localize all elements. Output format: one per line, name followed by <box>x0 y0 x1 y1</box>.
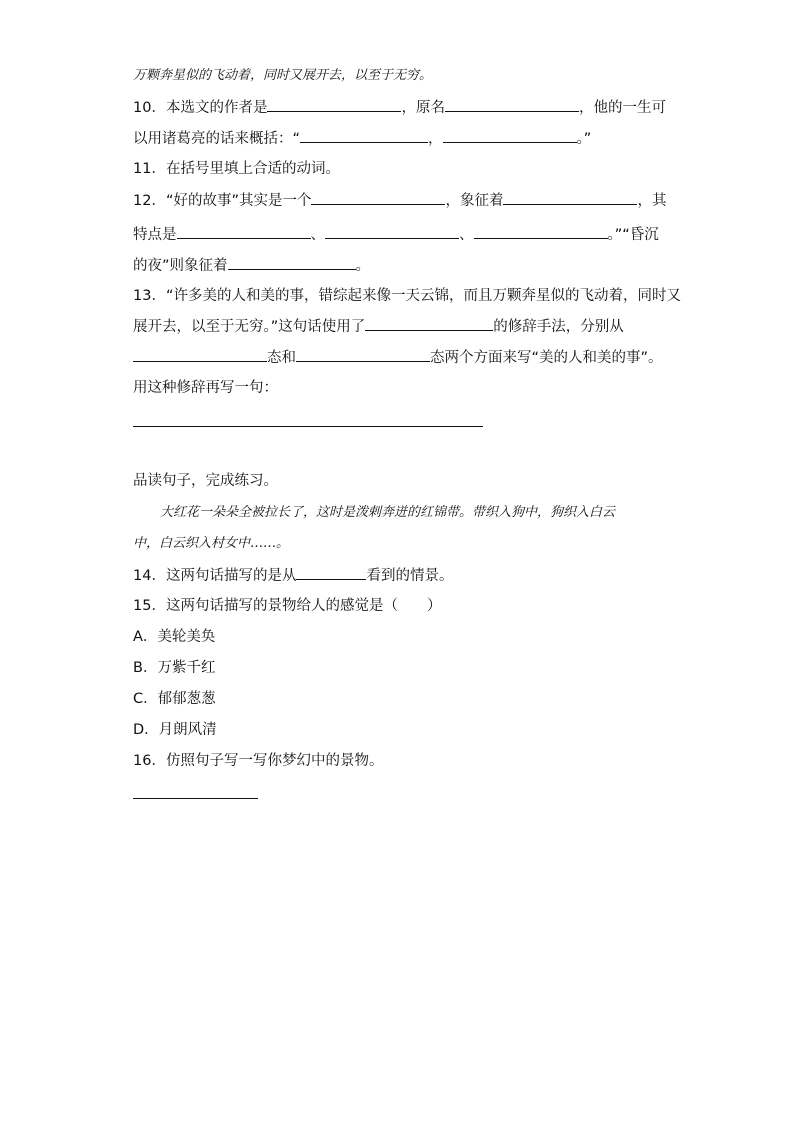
question-14 <box>133 565 453 586</box>
q14-text-a: 14．这两句话描写的是从 <box>133 568 297 584</box>
question-11: 11．在括号里填上合适的动词。 <box>133 161 340 177</box>
q14-text-b: 看到的情景。 <box>366 568 454 584</box>
q10-author-blank[interactable] <box>267 97 401 112</box>
q10-quote-blank-1[interactable] <box>300 128 428 143</box>
q16-answer-line[interactable] <box>133 798 258 799</box>
q10-text-d: 以用诸葛亮的话来概括：“ <box>133 131 301 147</box>
q13-answer-line[interactable] <box>133 426 483 427</box>
option-c[interactable]: C．郁郁葱葱 <box>133 691 216 707</box>
q13-text-d: 态两个方面来写“美的人和美的事”。 <box>430 350 663 366</box>
q12-text-a: 12．“好的故事”其实是一个 <box>133 193 312 209</box>
section-heading: 品读句子，完成练习。 <box>133 473 278 489</box>
q12-story-blank[interactable] <box>311 190 445 205</box>
q10-text-b: ，原名 <box>401 100 445 116</box>
passage-line-1: 大红花一朵朵全被拉长了，这时是泼剌奔迸的红锦带。带织入狗中，狗织入白云 <box>160 505 616 520</box>
question-13-line-2 <box>133 316 624 337</box>
q13-text-a: 展开去，以至于无穷。”这句话使用了 <box>133 319 366 335</box>
question-13-line-3 <box>133 347 663 368</box>
passage-continuation: 万颗奔星似的飞动着，同时又展开去，以至于无穷。 <box>133 68 433 83</box>
question-12-line-1 <box>133 190 666 211</box>
question-15: 15．这两句话描写的景物给人的感觉是（ ） <box>133 598 442 614</box>
q13-text-b: 的修辞手法，分别从 <box>493 319 624 335</box>
q12-symbol-blank[interactable] <box>503 190 637 205</box>
q13-aspect-blank-1[interactable] <box>133 347 267 362</box>
q12-trait-blank-1[interactable] <box>177 224 311 239</box>
q10-text-a: 10．本选文的作者是 <box>133 100 268 116</box>
question-12-line-2 <box>133 224 659 245</box>
q10-text-e: ， <box>428 131 443 147</box>
q12-text-e: 、 <box>310 227 325 243</box>
q10-quote-blank-2[interactable] <box>443 128 577 143</box>
q13-aspect-blank-2[interactable] <box>296 347 430 362</box>
q14-blank[interactable] <box>296 565 366 580</box>
q12-trait-blank-3[interactable] <box>474 224 608 239</box>
q12-text-h: 的夜”则象征着 <box>133 258 228 274</box>
q10-text-f: 。” <box>576 131 592 147</box>
q13-text-c: 态和 <box>267 350 296 366</box>
question-10-line-2 <box>133 128 591 149</box>
q12-text-g: 。”“昏沉 <box>607 227 659 243</box>
q13-rhetoric-blank[interactable] <box>365 316 493 331</box>
q12-text-i: 。 <box>355 258 371 274</box>
option-d[interactable]: D．月朗风清 <box>133 722 217 738</box>
question-13-line-1: 13．“许多美的人和美的事，错综起来像一天云锦，而且万颗奔星似的飞动着，同时又 <box>133 288 681 304</box>
q12-text-f: 、 <box>459 227 474 243</box>
option-b[interactable]: B．万紫千红 <box>133 660 216 676</box>
q10-original-name-blank[interactable] <box>445 97 579 112</box>
question-12-line-3 <box>133 255 370 276</box>
passage-line-2: 中，白云织入村女中……。 <box>133 536 290 551</box>
q10-text-c: ，他的一生可 <box>578 100 666 116</box>
q12-text-b: ，象征着 <box>445 193 504 209</box>
q12-night-blank[interactable] <box>228 255 356 270</box>
q12-trait-blank-2[interactable] <box>325 224 459 239</box>
question-16: 16．仿照句子写一写你梦幻中的景物。 <box>133 753 384 769</box>
option-a[interactable]: A．美轮美奂 <box>133 629 216 645</box>
question-13-line-4: 用这种修辞再写一句： <box>133 380 278 396</box>
question-10-line-1 <box>133 97 666 118</box>
q12-text-c: ，其 <box>637 193 667 209</box>
q12-text-d: 特点是 <box>133 227 177 243</box>
